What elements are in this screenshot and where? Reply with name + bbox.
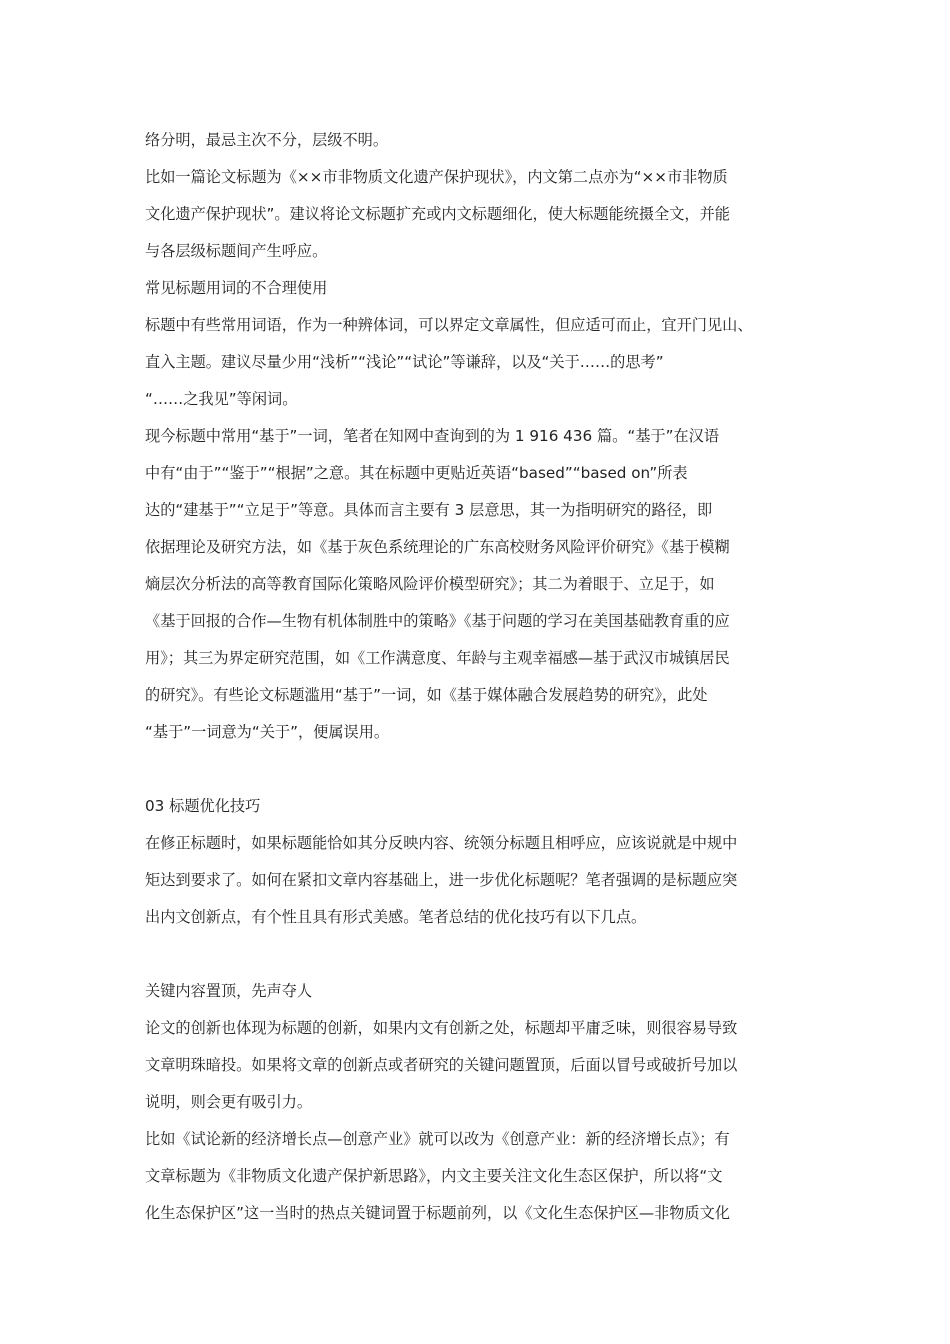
text-line: “基于”一词意为“关于”，便属误用。 bbox=[145, 723, 390, 741]
text-line: 在修正标题时，如果标题能恰如其分反映内容、统领分标题且相呼应，应该说就是中规中 bbox=[145, 834, 738, 852]
text-line: 用》；其三为界定研究范围，如《工作满意度、年龄与主观幸福感—基于武汉市城镇居民 bbox=[145, 649, 730, 667]
text-line: 矩达到要求了。如何在紧扣文章内容基础上，进一步优化标题呢？笔者强调的是标题应突 bbox=[145, 871, 738, 889]
text-line: 化生态保护区”这一当时的热点关键词置于标题前列，以《文化生态保护区—非物质文化 bbox=[145, 1204, 730, 1222]
text-line: 标题中有些常用词语，作为一种辨体词，可以界定文章属性，但应适可而止，宜开门见山、 bbox=[145, 316, 753, 334]
text-line: 的研究》。有些论文标题滥用“基于”一词，如《基于媒体融合发展趋势的研究》，此处 bbox=[145, 686, 708, 704]
text-line: 文章明珠暗投。如果将文章的创新点或者研究的关键问题置顶，后面以冒号或破折号加以 bbox=[145, 1056, 738, 1074]
text-line: 现今标题中常用“基于”一词，笔者在知网中查询到的为 1 916 436 篇。“基于”在汉语 bbox=[145, 427, 720, 445]
text-line: 说明，则会更有吸引力。 bbox=[145, 1093, 313, 1111]
blank-line bbox=[145, 936, 813, 973]
section-heading: 03 标题优化技巧 bbox=[145, 797, 261, 815]
text-line: 出内文创新点，有个性且具有形式美感。笔者总结的优化技巧有以下几点。 bbox=[145, 908, 647, 926]
blank-line bbox=[145, 751, 813, 788]
text-line: 文章标题为《非物质文化遗产保护新思路》，内文主要关注文化生态区保护，所以将“文 bbox=[145, 1167, 723, 1185]
text-line: 与各层级标题间产生呼应。 bbox=[145, 242, 328, 260]
text-line: 熵层次分析法的高等教育国际化策略风险评价模型研究》；其二为着眼于、立足于，如 bbox=[145, 575, 715, 593]
text-line: 依据理论及研究方法，如《基于灰色系统理论的广东高校财务风险评价研究》《基于模糊 bbox=[145, 538, 730, 556]
document-body bbox=[145, 122, 813, 1232]
text-line: 论文的创新也体现为标题的创新，如果内文有创新之处，标题却平庸乏味，则很容易导致 bbox=[145, 1019, 738, 1037]
text-line: 直入主题。建议尽量少用“浅析”“浅论”“试论”等谦辞，以及“关于……的思考” bbox=[145, 353, 664, 371]
text-line: 中有“由于”“鉴于”“根据”之意。其在标题中更贴近英语“based”“based on”所表 bbox=[145, 464, 688, 482]
section-heading: 关键内容置顶，先声夺人 bbox=[145, 982, 313, 1000]
text-line: 《基于回报的合作—生物有机体制胜中的策略》《基于问题的学习在美国基础教育重的应 bbox=[145, 612, 730, 630]
text-line: 比如一篇论文标题为《××市非物质文化遗产保护现状》，内文第二点亦为“××市非物质 bbox=[145, 168, 728, 186]
text-line: 比如《试论新的经济增长点—创意产业》就可以改为《创意产业：新的经济增长点》；有 bbox=[145, 1130, 730, 1148]
text-line: 文化遗产保护现状”。建议将论文标题扩充或内文标题细化，使大标题能统摄全文，并能 bbox=[145, 205, 730, 223]
text-line: 络分明，最忌主次不分，层级不明。 bbox=[145, 131, 388, 149]
text-line: “……之我见”等闲词。 bbox=[145, 390, 298, 408]
section-heading: 常见标题用词的不合理使用 bbox=[145, 279, 328, 297]
text-line: 达的“建基于”“立足于”等意。具体而言主要有 3 层意思，其一为指明研究的路径，即 bbox=[145, 501, 713, 519]
